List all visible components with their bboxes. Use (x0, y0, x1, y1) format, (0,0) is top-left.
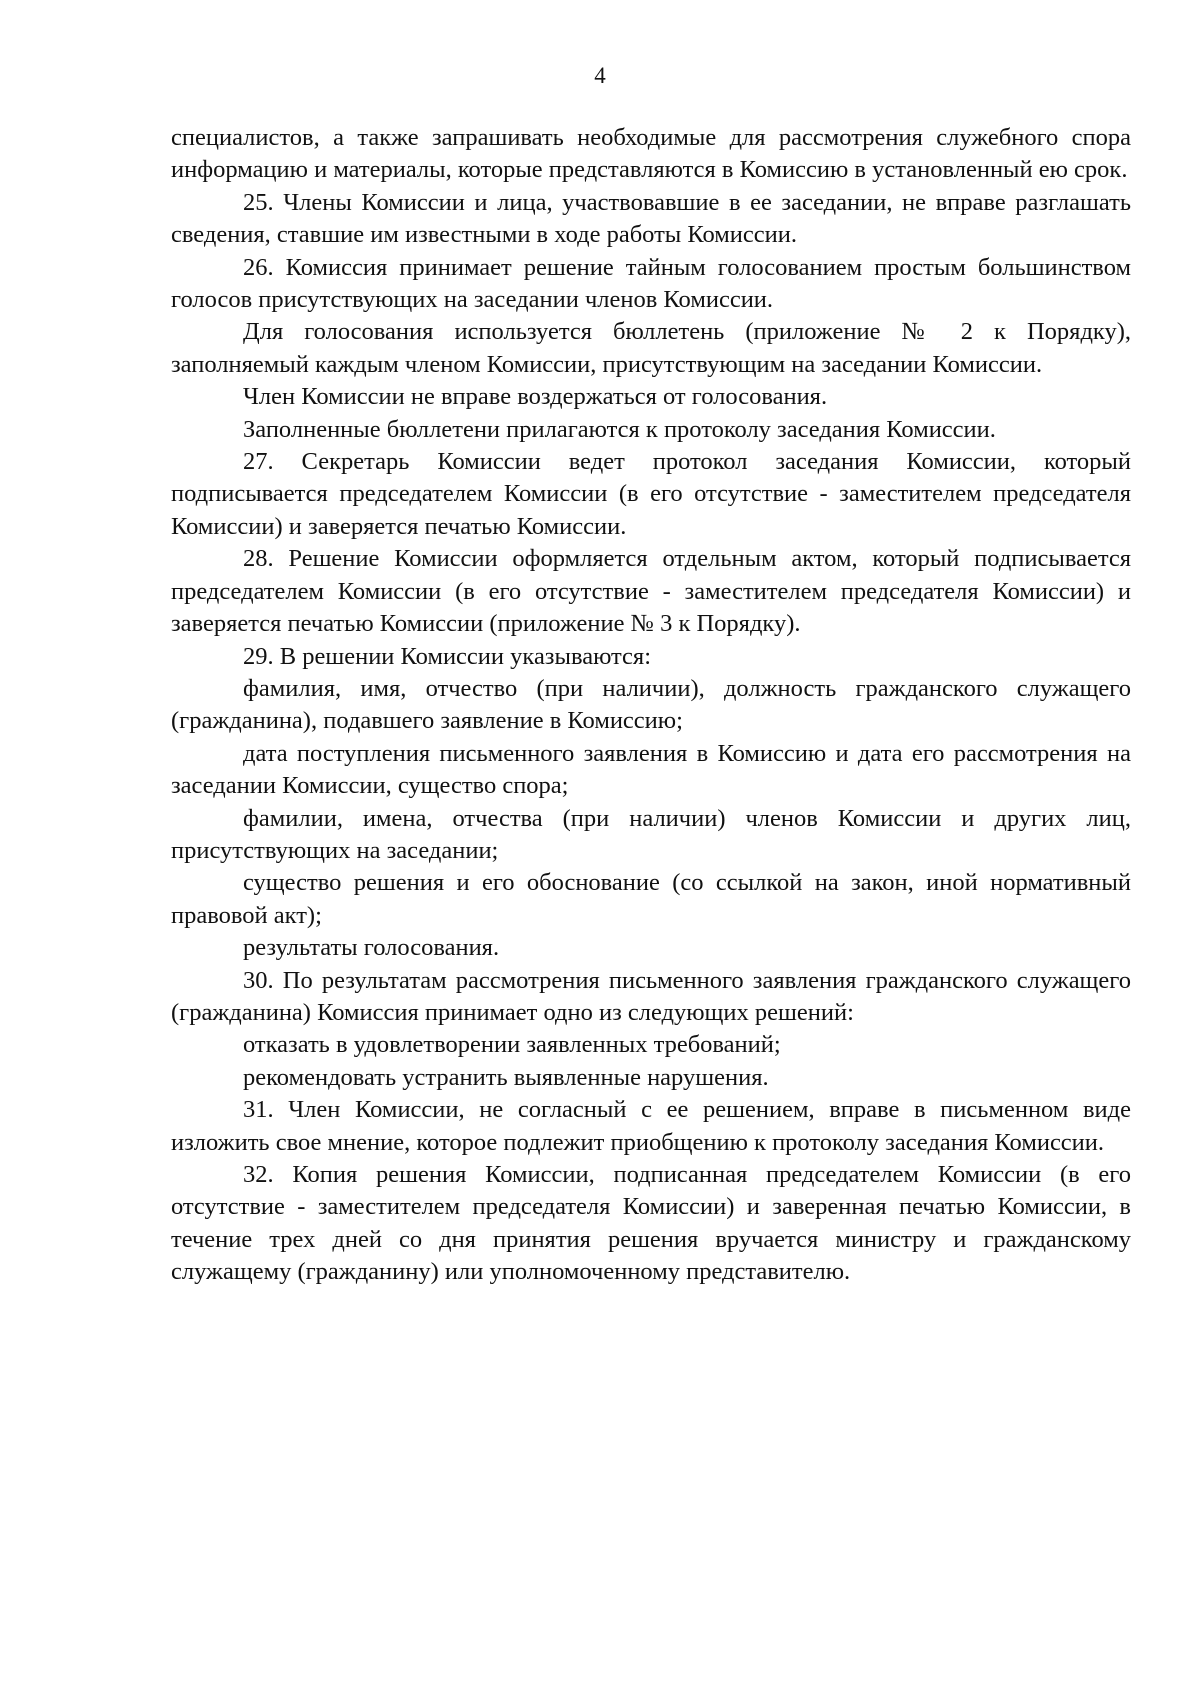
paragraph-26-ballot: Для голосования используется бюллетень (приложение № 2 к Порядку), заполняемый каждым членом Комиссии, присутствующим на заседании Комиссии. (171, 318, 1131, 378)
paragraph-29-item-1: фамилия, имя, отчество (при наличии), должность гражданского служащего (гражданина), подавшего заявление в Комиссию; (171, 674, 1131, 735)
paragraph-29-item-4: существо решения и его обоснование (со ссылкой на закон, иной нормативный правовой акт); (171, 869, 1131, 929)
paragraph-30-item-1: отказать в удовлетворении заявленных требований; (243, 1031, 781, 1059)
paragraph-32: 32. Копия решения Комиссии, подписанная председателем Комиссии (в его отсутствие - заместителем председателя Комиссии) и заверенная печатью Комиссии, в течение трех дней со дня принятия решения вручается министру и гражданскому служащему (гражданину) или уполномоченному представителю. (171, 1161, 1131, 1286)
paragraph-29-item-3: фамилии, имена, отчества (при наличии) членов Комиссии и других лиц, присутствующих на заседании; (171, 804, 1131, 864)
paragraph-29-item-2: дата поступления письменного заявления в Комиссию и дата его рассмотрения на заседании Комиссии, существо спора; (171, 739, 1131, 800)
paragraph-26-abstain: Член Комиссии не вправе воздержаться от голосования. (243, 383, 828, 411)
paragraph-28: 28. Решение Комиссии оформляется отдельным актом, который подписывается председателем Комиссии (в его отсутствие - заместителем председателя Комиссии) и заверяется печатью Комиссии (приложение № 3 к Порядку). (171, 545, 1131, 638)
paragraph-30-item-2: рекомендовать устранить выявленные нарушения. (243, 1063, 769, 1091)
paragraph-25: 25. Члены Комиссии и лица, участвовавшие в ее заседании, не вправе разглашать сведения, ставшие им известными в ходе работы Комиссии. (171, 188, 1131, 249)
paragraph-26: 26. Комиссия принимает решение тайным голосованием простым большинством голосов присутствующих на заседании членов Комиссии. (171, 253, 1131, 314)
paragraph-continuation: специалистов, а также запрашивать необходимые для рассмотрения служебного спора информацию и материалы, которые представляются в Комиссию в установленный ею срок. (171, 124, 1131, 184)
paragraph-27: 27. Секретарь Комиссии ведет протокол заседания Комиссии, который подписывается председателем Комиссии (в его отсутствие - заместителем председателя Комиссии) и заверяется печатью Комиссии. (171, 448, 1131, 540)
page-number: 4 (594, 63, 606, 88)
paragraph-30: 30. По результатам рассмотрения письменного заявления гражданского служащего (гражданина) Комиссия принимает одно из следующих решений: (171, 966, 1131, 1026)
paragraph-31: 31. Член Комиссии, не согласный с ее решением, вправе в письменном виде изложить свое мнение, которое подлежит приобщению к протоколу заседания Комиссии. (171, 1096, 1131, 1156)
document-body (171, 122, 1131, 1289)
paragraph-26-attach: Заполненные бюллетени прилагаются к протоколу заседания Комиссии. (243, 415, 996, 443)
paragraph-29: 29. В решении Комиссии указываются: (243, 642, 652, 670)
paragraph-29-item-5: результаты голосования. (243, 934, 500, 962)
